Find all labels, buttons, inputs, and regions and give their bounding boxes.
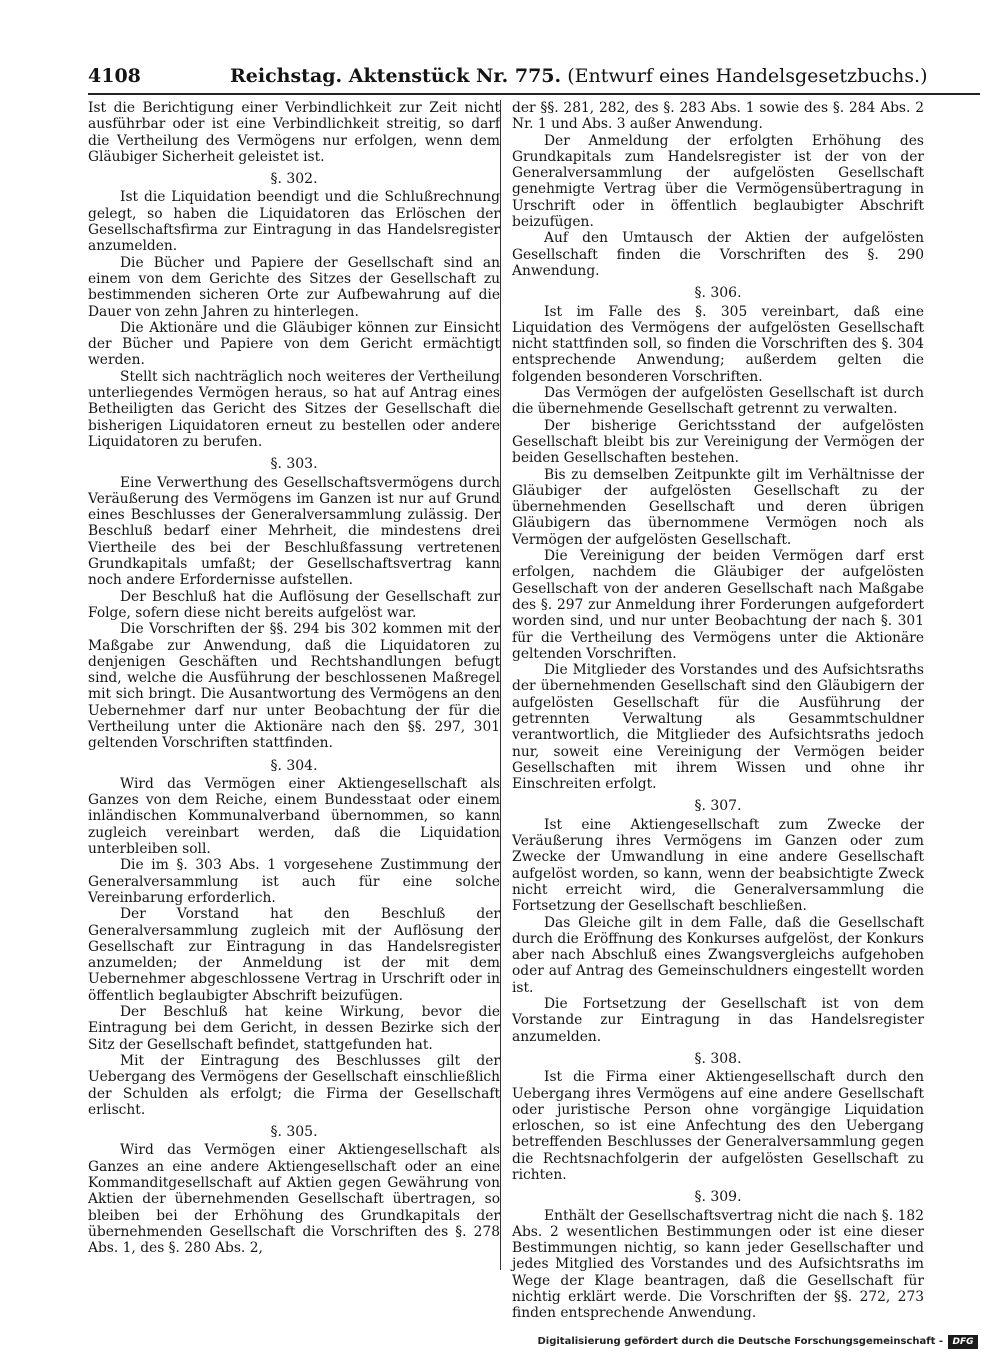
paragraph: Ist die Berichtigung einer Verbindlichkeit zur Zeit nicht ausführbar oder ist eine Verbindlichkeit streitig, so darf die Vertheilung des Vermögens nur erfolgen, wenn dem Gläubiger Sicherheit geleistet ist. [88, 100, 500, 165]
section-heading: §. 309. [694, 1189, 742, 1206]
paragraph: Mit der Eintragung des Beschlusses gilt der Uebergang des Vermögens der Gesellschaft einschließlich der Schulden als erfolgt; die Firma der Gesellschaft erlischt. [88, 1052, 500, 1118]
paragraph: Die Vereinigung der beiden Vermögen darf erst erfolgen, nachdem die Gläubiger der aufgelösten Gesellschaft von der anderen Gesellschaft nach Maßgabe des §. 297 zur Anmeldung ihrer Forderungen aufgefordert worden sind, und nur unter Beobachtung der nach §. 301 für die Vertheilung des Vermögens unter die Aktionäre geltenden Vorschriften. [512, 548, 924, 662]
paragraph: Der bisherige Gerichtsstand der aufgelösten Gesellschaft bleibt bis zur Vereinigung der Vermögen der beiden Gesellschaften bestehen. [512, 417, 924, 467]
paragraph: Das Vermögen der aufgelösten Gesellschaft ist durch die übernehmende Gesellschaft getrennt zu verwalten. [512, 385, 924, 418]
header-rule [88, 93, 980, 95]
paragraph: Die Aktionäre und die Gläubiger können zur Einsicht der Bücher und Papiere von dem Gericht ermächtigt werden. [88, 319, 500, 369]
section-heading: §. 305. [270, 1124, 318, 1141]
footer-credit: Digitalisierung gefördert durch die Deutsche Forschungsgemeinschaft - [537, 1336, 943, 1347]
dfg-logo-icon: DFG [948, 1335, 978, 1349]
paragraph: Ist eine Aktiengesellschaft zum Zwecke der Veräußerung ihres Vermögens im Ganzen oder zum Zwecke der Umwandlung in eine andere Gesellschaft aufgelöst worden, so kann, wenn der beabsichtigte Zweck nicht erreicht wird, die Generalversammlung die Fortsetzung der Gesellschaft beschließen. [512, 816, 924, 915]
column-divider [500, 100, 501, 1270]
paragraph: Der Vorstand hat den Beschluß der Generalversammlung zugleich mit der Auflösung der Gesellschaft zur Eintragung in das Handelsregister anzumelden; der Anmeldung ist der mit dem Uebernehmer abgeschlossene Vertrag in Urschrift oder in öffentlich beglaubigter Abschrift beizufügen. [88, 906, 500, 1004]
section-heading: §. 308. [694, 1050, 742, 1067]
paragraph: Ist im Falle des §. 305 vereinbart, daß eine Liquidation des Vermögens der aufgelösten Gesellschaft nicht stattfinden soll, so finden die Vorschriften des §. 304 entsprechende Anwendung; außerdem gelten die folgenden besonderen Vorschriften. [512, 303, 924, 385]
paragraph: Die Vorschriften der §§. 294 bis 302 kommen mit der Maßgabe zur Anwendung, daß die Liquidatoren zu denjenigen Geschäften und Rechtshandlungen befugt sind, welche die Ausführung der beschlossenen Maßregel mit sich bringt. Die Ausantwortung des Vermögens an den Uebernehmer darf nur unter Beobachtung der für die Vertheilung unter die Aktionäre nach den §§. 297, 301 geltenden Vorschriften stattfinden. [88, 621, 500, 752]
running-title-sub: (Entwurf eines Handelsgesetzbuchs.) [567, 65, 928, 87]
paragraph: Die Bücher und Papiere der Gesellschaft sind an einem von dem Gerichte des Sitzes der Gesellschaft zu bestimmenden sicheren Orte zur Aufbewahrung auf die Dauer von zehn Jahren zu hinterlegen. [88, 254, 500, 320]
page-header [88, 62, 980, 90]
paragraph: Der Beschluß hat die Auflösung der Gesellschaft zur Folge, sofern diese nicht bereits aufgelöst war. [88, 588, 500, 621]
section-heading: §. 306. [694, 285, 742, 302]
paragraph: Ist die Firma einer Aktiengesellschaft durch den Uebergang ihres Vermögens auf eine andere Gesellschaft oder juristische Person ohne vorgängige Liquidation erloschen, so ist eine Anfechtung des den Uebergang betreffenden Beschlusses der Generalversammlung gegen die Rechtsnachfolgerin der aufgelösten Gesellschaft zu richten. [512, 1069, 924, 1183]
digitization-footer [537, 1334, 978, 1350]
paragraph: Wird das Vermögen einer Aktiengesellschaft als Ganzes an eine andere Aktiengesellschaft oder an eine Kommanditgesellschaft auf Aktien gegen Gewährung von Aktien der übernehmenden Gesellschaft übertragen, so bleiben bei der Erhöhung des Grundkapitals der übernehmenden Gesellschaft die Vorschriften des §. 278 Abs. 1, des §. 280 Abs. 2, [88, 1142, 500, 1257]
paragraph: Stellt sich nachträglich noch weiteres der Vertheilung unterliegendes Vermögen heraus, so hat auf Antrag eines Betheiligten das Gericht des Sitzes der Gesellschaft die bisherigen Liquidatoren erneut zu bestellen oder andere Liquidatoren zu berufen. [88, 368, 500, 450]
paragraph: Der Anmeldung der erfolgten Erhöhung des Grundkapitals zum Handelsregister ist der von der Generalversammlung der aufgelösten Gesellschaft genehmigte Vertrag über die Vermögensübertragung in Urschrift oder in öffentlich beglaubigter Abschrift beizufügen. [512, 132, 924, 231]
right-column [512, 100, 924, 1322]
paragraph: Wird das Vermögen einer Aktiengesellschaft als Ganzes von dem Reiche, einem Bundesstaat oder einem inländischen Kommunalverband übernommen, so kann zugleich vereinbart werden, daß die Liquidation unterbleiben soll. [88, 775, 500, 858]
section-heading: §. 302. [270, 171, 318, 188]
running-title-main: Reichstag. Aktenstück Nr. 775. [230, 65, 562, 87]
paragraph: der §§. 281, 282, des §. 283 Abs. 1 sowie des §. 284 Abs. 2 Nr. 1 und Abs. 3 außer Anwendung. [512, 100, 924, 133]
paragraph: Ist die Liquidation beendigt und die Schlußrechnung gelegt, so haben die Liquidatoren das Erlöschen der Gesellschaftsfirma zur Eintragung in das Handelsregister anzumelden. [88, 189, 500, 255]
paragraph: Das Gleiche gilt in dem Falle, daß die Gesellschaft durch die Eröffnung des Konkurses aufgelöst, der Konkurs aber nach Abschluß eines Zwangsvergleichs aufgehoben oder auf Antrag des Gemeinschuldners eingestellt worden ist. [512, 914, 924, 996]
paragraph: Enthält der Gesellschaftsvertrag nicht die nach §. 182 Abs. 2 wesentlichen Bestimmungen oder ist eine dieser Bestimmungen nichtig, so kann jeder Gesellschafter und jedes Mitglied des Vorstandes und des Aufsichtsraths im Wege der Klage beantragen, daß die Gesellschaft für nichtig erklärt werde. Die Vorschriften der §§. 272, 273 finden entsprechende Anwendung. [512, 1207, 924, 1322]
paragraph: Die Fortsetzung der Gesellschaft ist von dem Vorstande zur Eintragung in das Handelsregister anzumelden. [512, 996, 924, 1045]
paragraph: Die Mitglieder des Vorstandes und des Aufsichtsraths der übernehmenden Gesellschaft sind den Gläubigern der aufgelösten Gesellschaft für die Ausführung der getrennten Verwaltung als Gesammtschuldner verantwortlich, die Mitglieder des Aufsichtsraths jedoch nur, soweit eine Vereinigung der Vermögen beider Gesellschaften mit ihrem Wissen und ohne ihr Einschreiten erfolgt. [512, 662, 924, 793]
paragraph: Eine Verwerthung des Gesellschaftsvermögens durch Veräußerung des Vermögens im Ganzen ist nur auf Grund eines Beschlusses der Generalversammlung zulässig. Der Beschluß bedarf einer Mehrheit, die mindestens drei Viertheile des bei der Beschlußfassung vertretenen Grundkapitals umfaßt; der Gesellschaftsvertrag kann noch andere Erfordernisse aufstellen. [88, 474, 500, 589]
page-number: 4108 [88, 65, 141, 87]
section-heading: §. 303. [270, 456, 318, 473]
section-heading: §. 304. [270, 757, 318, 774]
left-column [88, 100, 500, 1256]
section-heading: §. 307. [694, 798, 742, 815]
paragraph: Bis zu demselben Zeitpunkte gilt im Verhältnisse der Gläubiger der aufgelösten Gesellschaft zu der übernehmenden Gesellschaft und deren übrigen Gläubigern das übernommene Vermögen noch als Vermögen der aufgelösten Gesellschaft. [512, 466, 924, 548]
running-title [230, 62, 927, 90]
paragraph: Auf den Umtausch der Aktien der aufgelösten Gesellschaft finden die Vorschriften des §. 290 Anwendung. [512, 230, 924, 279]
paragraph: Der Beschluß hat keine Wirkung, bevor die Eintragung bei dem Gericht, in dessen Bezirke sich der Sitz der Gesellschaft befindet, stattgefunden hat. [88, 1004, 500, 1053]
paragraph: Die im §. 303 Abs. 1 vorgesehene Zustimmung der Generalversammlung ist auch für eine solche Vereinbarung erforderlich. [88, 857, 500, 906]
